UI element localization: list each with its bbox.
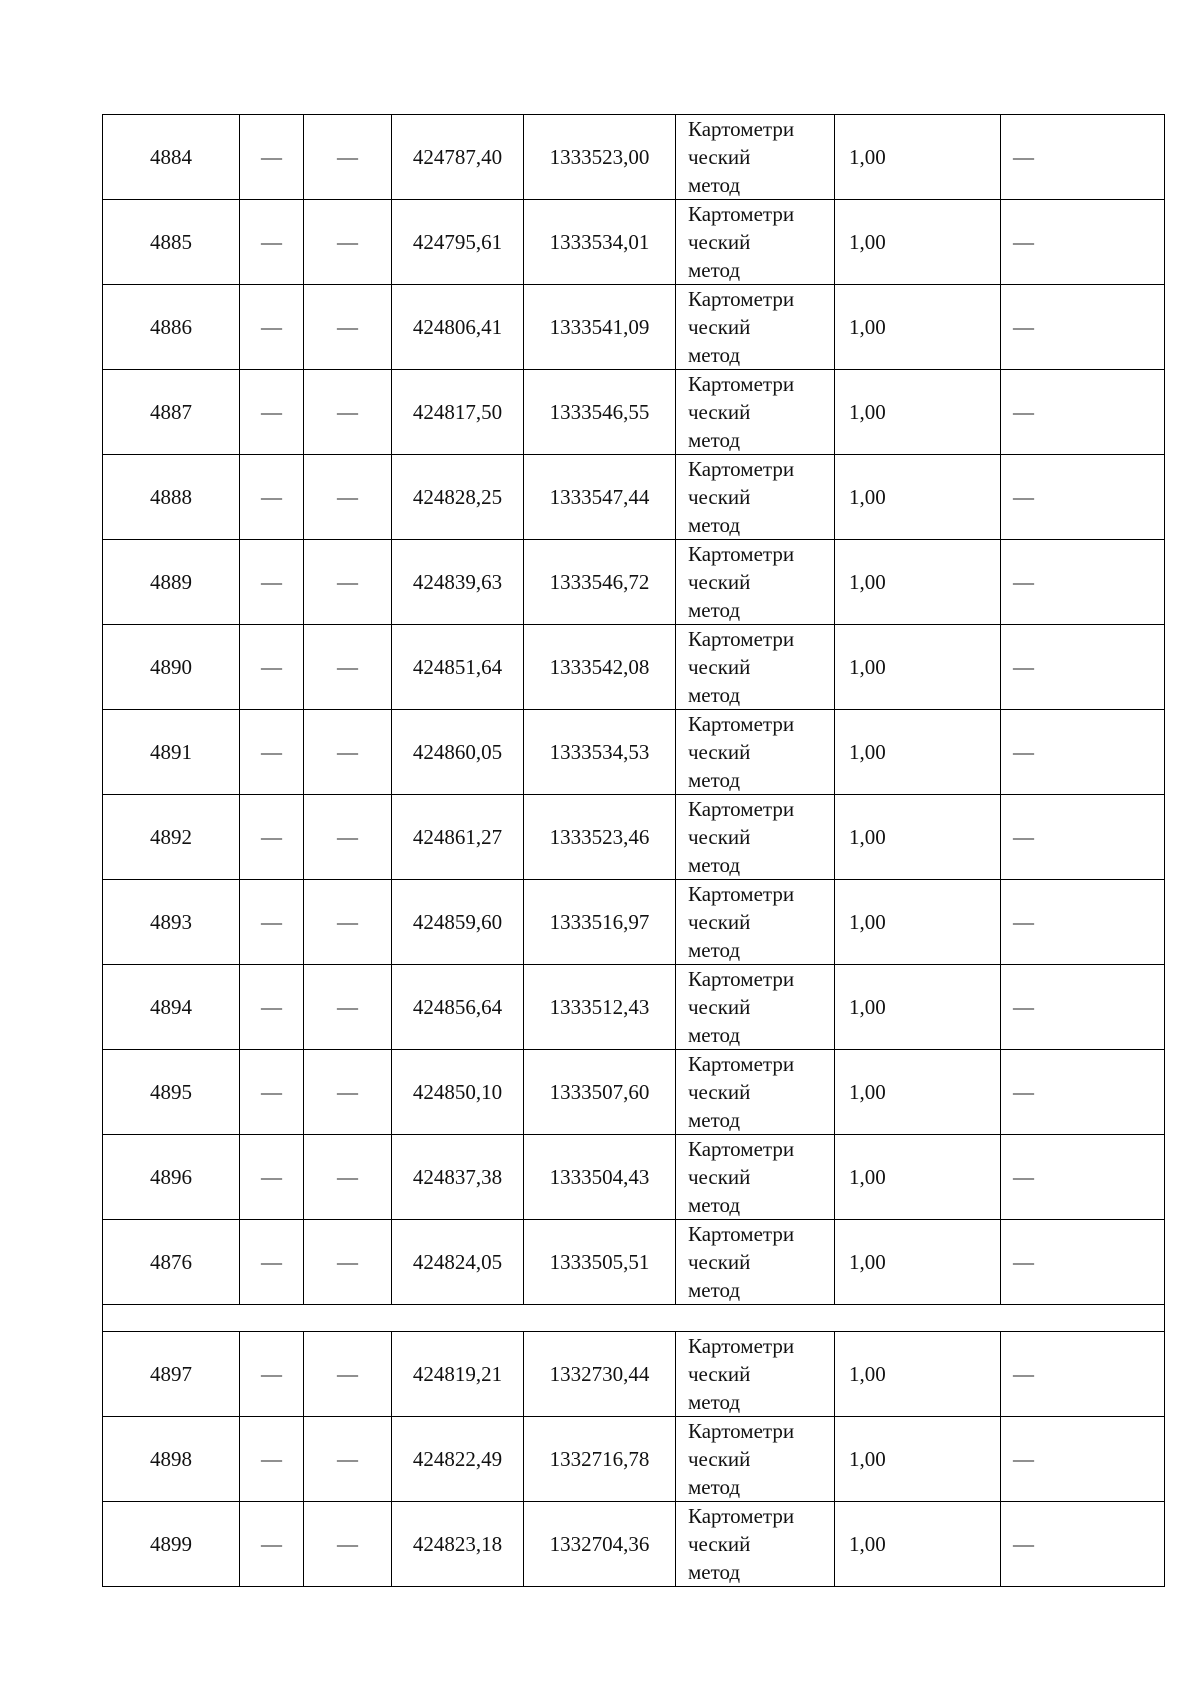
method-cell: Картометри ческий метод [676, 1332, 835, 1417]
group-separator-row [103, 1305, 1165, 1332]
empty-value-cell: — [304, 540, 392, 625]
table-row [103, 200, 1165, 285]
accuracy-cell: 1,00 [835, 1135, 1001, 1220]
empty-value-cell: — [240, 370, 304, 455]
method-cell: Картометри ческий метод [676, 455, 835, 540]
accuracy-cell: 1,00 [835, 1417, 1001, 1502]
point-number-cell: 4888 [103, 455, 240, 540]
accuracy-cell: 1,00 [835, 370, 1001, 455]
table-row [103, 370, 1165, 455]
table-row [103, 710, 1165, 795]
y-coordinate-cell: 1333523,00 [524, 115, 676, 200]
y-coordinate-cell: 1333541,09 [524, 285, 676, 370]
note-cell: — [1001, 625, 1165, 710]
accuracy-cell: 1,00 [835, 795, 1001, 880]
point-number-cell: 4884 [103, 115, 240, 200]
x-coordinate-cell: 424861,27 [392, 795, 524, 880]
point-number-cell: 4889 [103, 540, 240, 625]
point-number-cell: 4887 [103, 370, 240, 455]
accuracy-cell: 1,00 [835, 455, 1001, 540]
x-coordinate-cell: 424819,21 [392, 1332, 524, 1417]
empty-value-cell: — [240, 1332, 304, 1417]
table-row [103, 795, 1165, 880]
note-cell: — [1001, 1220, 1165, 1305]
method-cell: Картометри ческий метод [676, 1502, 835, 1587]
x-coordinate-cell: 424824,05 [392, 1220, 524, 1305]
x-coordinate-cell: 424828,25 [392, 455, 524, 540]
empty-value-cell: — [304, 965, 392, 1050]
y-coordinate-cell: 1333512,43 [524, 965, 676, 1050]
empty-value-cell: — [304, 880, 392, 965]
empty-value-cell: — [304, 1332, 392, 1417]
empty-value-cell: — [240, 1220, 304, 1305]
method-cell: Картометри ческий метод [676, 540, 835, 625]
empty-value-cell: — [240, 115, 304, 200]
empty-value-cell: — [240, 880, 304, 965]
accuracy-cell: 1,00 [835, 540, 1001, 625]
method-cell: Картометри ческий метод [676, 115, 835, 200]
point-number-cell: 4876 [103, 1220, 240, 1305]
x-coordinate-cell: 424859,60 [392, 880, 524, 965]
y-coordinate-cell: 1332730,44 [524, 1332, 676, 1417]
y-coordinate-cell: 1333534,53 [524, 710, 676, 795]
table-row [103, 1502, 1165, 1587]
x-coordinate-cell: 424850,10 [392, 1050, 524, 1135]
accuracy-cell: 1,00 [835, 200, 1001, 285]
method-cell: Картометри ческий метод [676, 625, 835, 710]
note-cell: — [1001, 1332, 1165, 1417]
table-row [103, 1332, 1165, 1417]
accuracy-cell: 1,00 [835, 710, 1001, 795]
empty-value-cell: — [304, 200, 392, 285]
method-cell: Картометри ческий метод [676, 1220, 835, 1305]
table-row [103, 1417, 1165, 1502]
separator-cell [103, 1305, 1165, 1332]
empty-value-cell: — [240, 455, 304, 540]
empty-value-cell: — [240, 1050, 304, 1135]
empty-value-cell: — [304, 625, 392, 710]
note-cell: — [1001, 115, 1165, 200]
accuracy-cell: 1,00 [835, 285, 1001, 370]
y-coordinate-cell: 1333516,97 [524, 880, 676, 965]
note-cell: — [1001, 1417, 1165, 1502]
x-coordinate-cell: 424795,61 [392, 200, 524, 285]
y-coordinate-cell: 1333542,08 [524, 625, 676, 710]
note-cell: — [1001, 200, 1165, 285]
x-coordinate-cell: 424839,63 [392, 540, 524, 625]
method-cell: Картометри ческий метод [676, 795, 835, 880]
y-coordinate-cell: 1333505,51 [524, 1220, 676, 1305]
empty-value-cell: — [240, 1502, 304, 1587]
note-cell: — [1001, 1502, 1165, 1587]
note-cell: — [1001, 1135, 1165, 1220]
y-coordinate-cell: 1333507,60 [524, 1050, 676, 1135]
note-cell: — [1001, 880, 1165, 965]
note-cell: — [1001, 285, 1165, 370]
empty-value-cell: — [304, 115, 392, 200]
y-coordinate-cell: 1333546,55 [524, 370, 676, 455]
table-row [103, 115, 1165, 200]
method-cell: Картометри ческий метод [676, 965, 835, 1050]
point-number-cell: 4893 [103, 880, 240, 965]
empty-value-cell: — [304, 285, 392, 370]
y-coordinate-cell: 1333547,44 [524, 455, 676, 540]
empty-value-cell: — [240, 285, 304, 370]
empty-value-cell: — [240, 710, 304, 795]
x-coordinate-cell: 424860,05 [392, 710, 524, 795]
point-number-cell: 4886 [103, 285, 240, 370]
empty-value-cell: — [304, 1502, 392, 1587]
accuracy-cell: 1,00 [835, 880, 1001, 965]
x-coordinate-cell: 424822,49 [392, 1417, 524, 1502]
empty-value-cell: — [240, 200, 304, 285]
note-cell: — [1001, 710, 1165, 795]
empty-value-cell: — [304, 1050, 392, 1135]
point-number-cell: 4899 [103, 1502, 240, 1587]
point-number-cell: 4895 [103, 1050, 240, 1135]
y-coordinate-cell: 1333546,72 [524, 540, 676, 625]
table-body [103, 115, 1165, 1587]
method-cell: Картометри ческий метод [676, 710, 835, 795]
table-row [103, 1135, 1165, 1220]
coordinates-table [102, 114, 1165, 1587]
note-cell: — [1001, 455, 1165, 540]
table-row [103, 540, 1165, 625]
x-coordinate-cell: 424787,40 [392, 115, 524, 200]
accuracy-cell: 1,00 [835, 1050, 1001, 1135]
method-cell: Картометри ческий метод [676, 1135, 835, 1220]
y-coordinate-cell: 1333523,46 [524, 795, 676, 880]
table-row [103, 1220, 1165, 1305]
y-coordinate-cell: 1332716,78 [524, 1417, 676, 1502]
empty-value-cell: — [240, 1417, 304, 1502]
method-cell: Картометри ческий метод [676, 1417, 835, 1502]
accuracy-cell: 1,00 [835, 1220, 1001, 1305]
point-number-cell: 4894 [103, 965, 240, 1050]
empty-value-cell: — [240, 540, 304, 625]
point-number-cell: 4891 [103, 710, 240, 795]
x-coordinate-cell: 424823,18 [392, 1502, 524, 1587]
table-row [103, 455, 1165, 540]
x-coordinate-cell: 424817,50 [392, 370, 524, 455]
point-number-cell: 4896 [103, 1135, 240, 1220]
x-coordinate-cell: 424806,41 [392, 285, 524, 370]
accuracy-cell: 1,00 [835, 965, 1001, 1050]
table-row [103, 965, 1165, 1050]
point-number-cell: 4892 [103, 795, 240, 880]
point-number-cell: 4897 [103, 1332, 240, 1417]
accuracy-cell: 1,00 [835, 1332, 1001, 1417]
empty-value-cell: — [240, 965, 304, 1050]
accuracy-cell: 1,00 [835, 1502, 1001, 1587]
empty-value-cell: — [304, 370, 392, 455]
point-number-cell: 4898 [103, 1417, 240, 1502]
note-cell: — [1001, 795, 1165, 880]
empty-value-cell: — [240, 795, 304, 880]
point-number-cell: 4885 [103, 200, 240, 285]
note-cell: — [1001, 965, 1165, 1050]
method-cell: Картометри ческий метод [676, 200, 835, 285]
accuracy-cell: 1,00 [835, 115, 1001, 200]
table-row [103, 625, 1165, 710]
x-coordinate-cell: 424856,64 [392, 965, 524, 1050]
y-coordinate-cell: 1333504,43 [524, 1135, 676, 1220]
y-coordinate-cell: 1332704,36 [524, 1502, 676, 1587]
note-cell: — [1001, 540, 1165, 625]
empty-value-cell: — [240, 1135, 304, 1220]
method-cell: Картометри ческий метод [676, 285, 835, 370]
empty-value-cell: — [304, 710, 392, 795]
x-coordinate-cell: 424837,38 [392, 1135, 524, 1220]
empty-value-cell: — [240, 625, 304, 710]
empty-value-cell: — [304, 1220, 392, 1305]
empty-value-cell: — [304, 1135, 392, 1220]
point-number-cell: 4890 [103, 625, 240, 710]
table-row [103, 880, 1165, 965]
method-cell: Картометри ческий метод [676, 370, 835, 455]
y-coordinate-cell: 1333534,01 [524, 200, 676, 285]
x-coordinate-cell: 424851,64 [392, 625, 524, 710]
method-cell: Картометри ческий метод [676, 880, 835, 965]
table-row [103, 285, 1165, 370]
empty-value-cell: — [304, 1417, 392, 1502]
empty-value-cell: — [304, 795, 392, 880]
note-cell: — [1001, 1050, 1165, 1135]
accuracy-cell: 1,00 [835, 625, 1001, 710]
method-cell: Картометри ческий метод [676, 1050, 835, 1135]
table-row [103, 1050, 1165, 1135]
empty-value-cell: — [304, 455, 392, 540]
note-cell: — [1001, 370, 1165, 455]
